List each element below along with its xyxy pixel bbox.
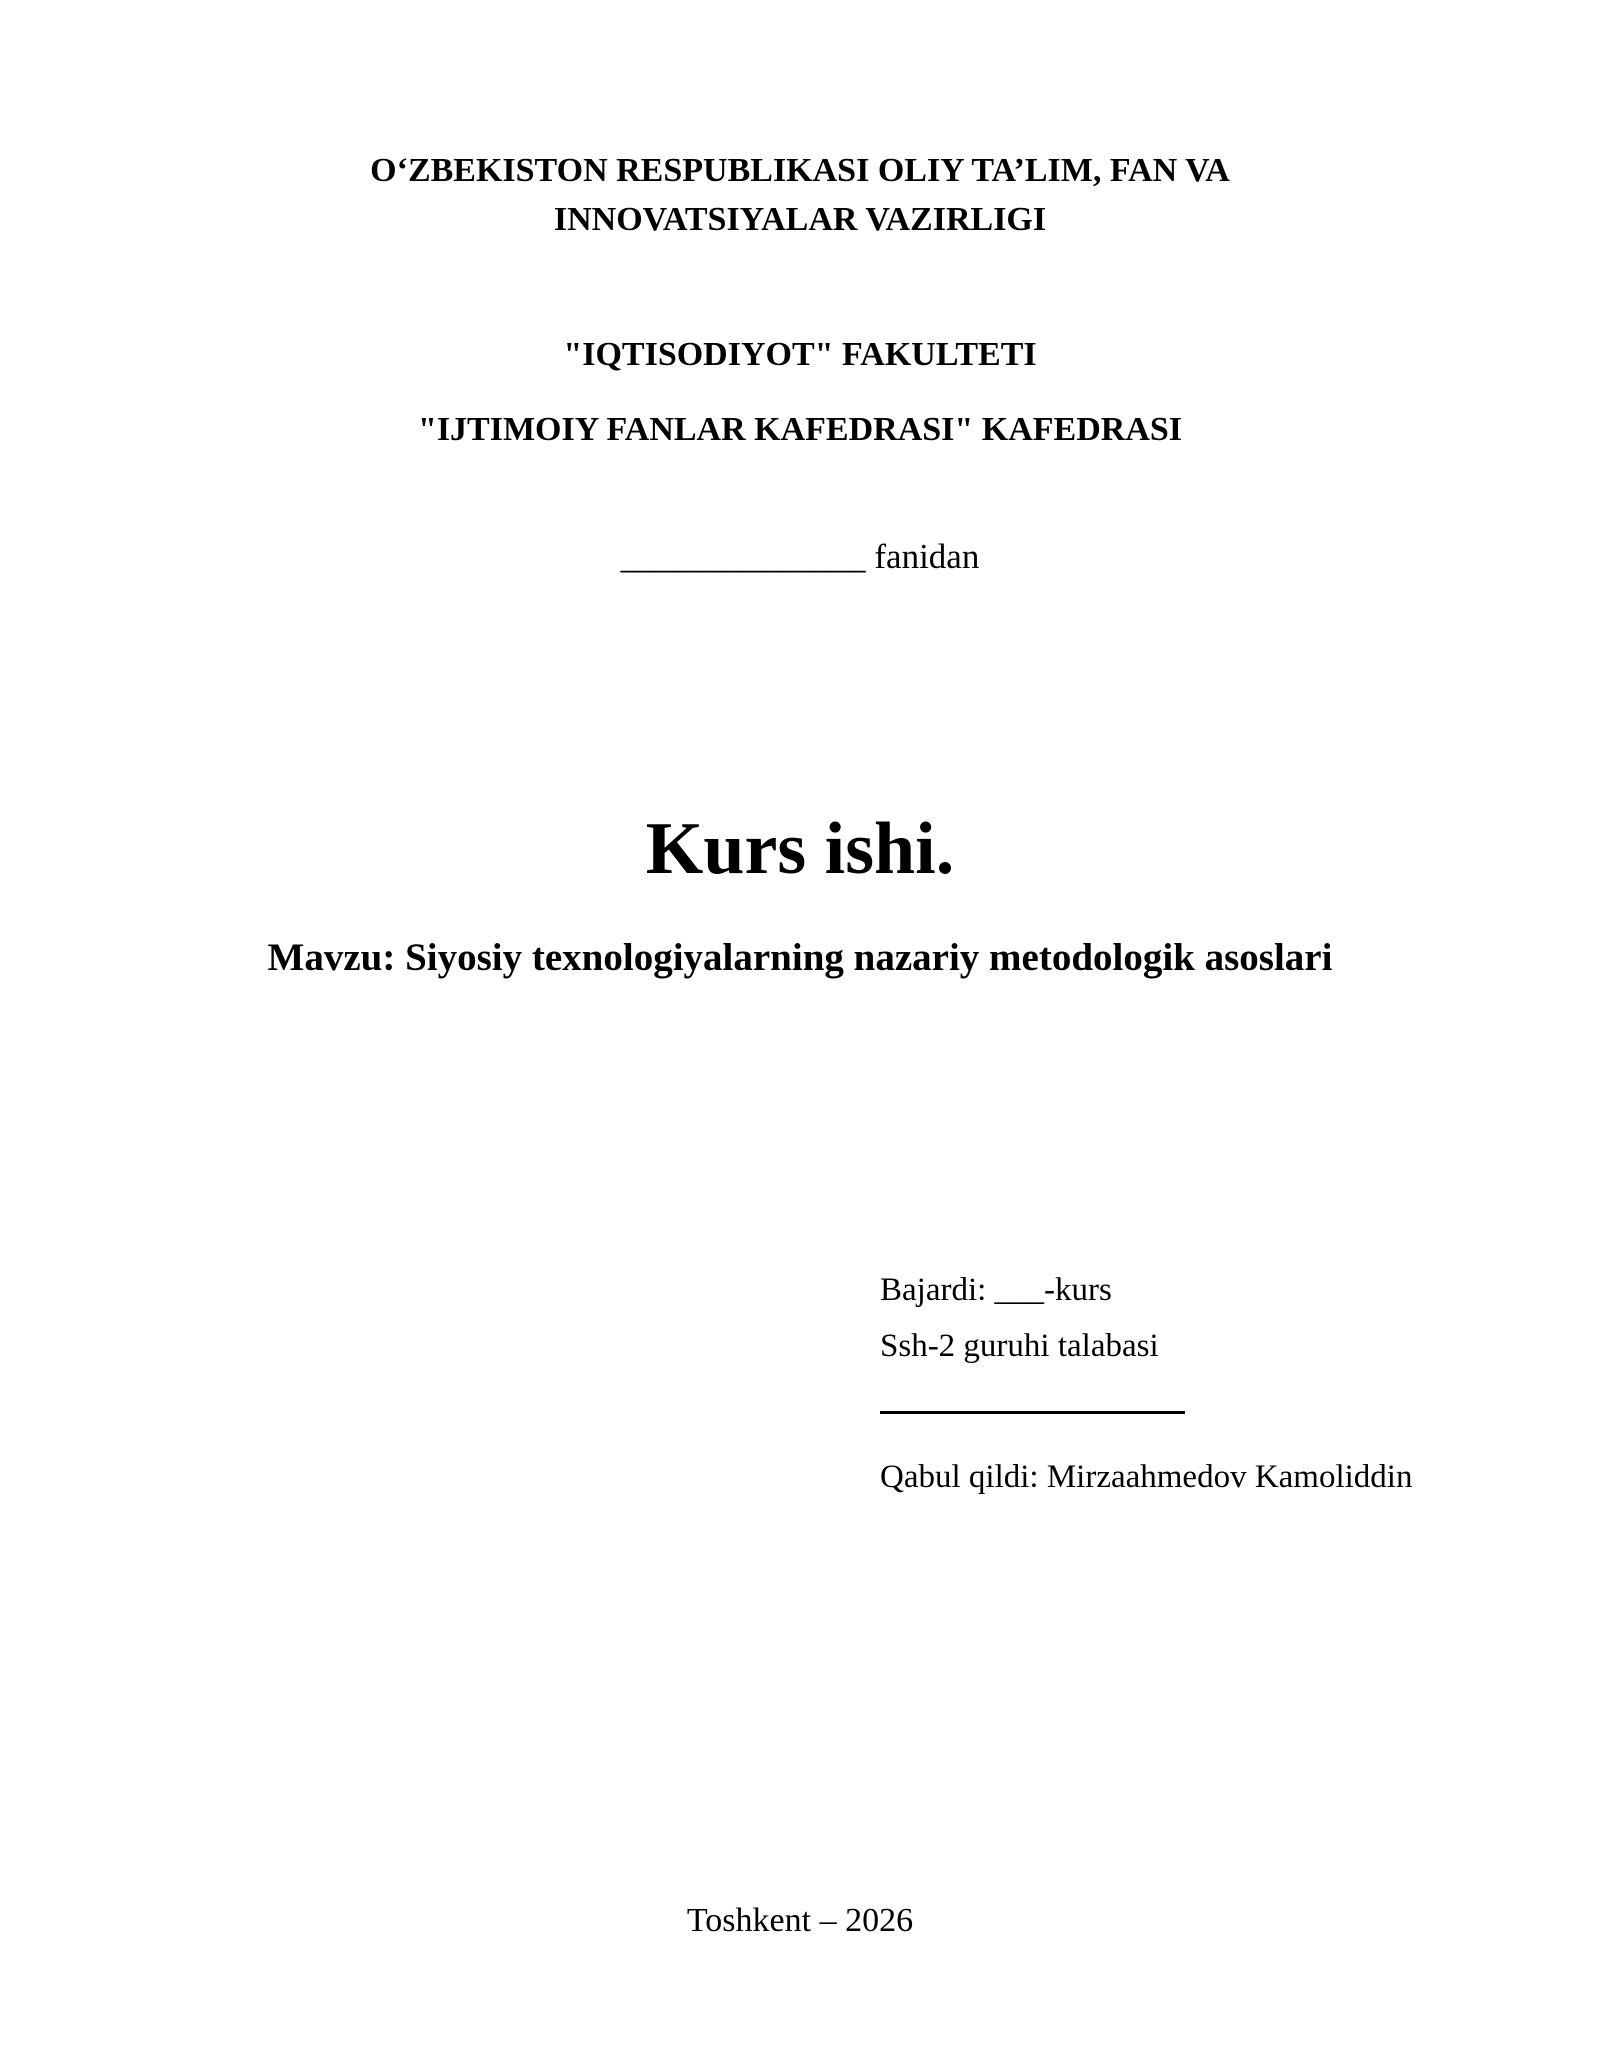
document-title: Kurs ishi. (645, 808, 955, 890)
ministry-line-2: INNOVATSIYALAR VAZIRLIGI (553, 201, 1047, 238)
signature-line (880, 1411, 1185, 1414)
done-by-line: Bajardi: ___-kurs (880, 1272, 1112, 1308)
ministry-line-1: O‘ZBEKISTON RESPUBLIKASI OLIY TA’LIM, FAN VA (370, 152, 1230, 189)
city-year-footer: Toshkent – 2026 (686, 1902, 914, 1939)
faculty-heading: "IQTISODIYOT" FAKULTETI (563, 336, 1037, 373)
accepted-by-line: Qabul qildi: Mirzaahmedov Kamoliddin (880, 1459, 1413, 1495)
group-line: Ssh-2 guruhi talabasi (880, 1328, 1159, 1364)
ministry-heading (0, 146, 1600, 244)
department-heading: "IJTIMOIY FANLAR KAFEDRASI" KAFEDRASI (417, 411, 1183, 448)
subject-line: ______________ fanidan (620, 537, 980, 576)
topic-line: Mavzu: Siyosiy texnologiyalarning nazariy metodologik asoslari (267, 936, 1333, 979)
